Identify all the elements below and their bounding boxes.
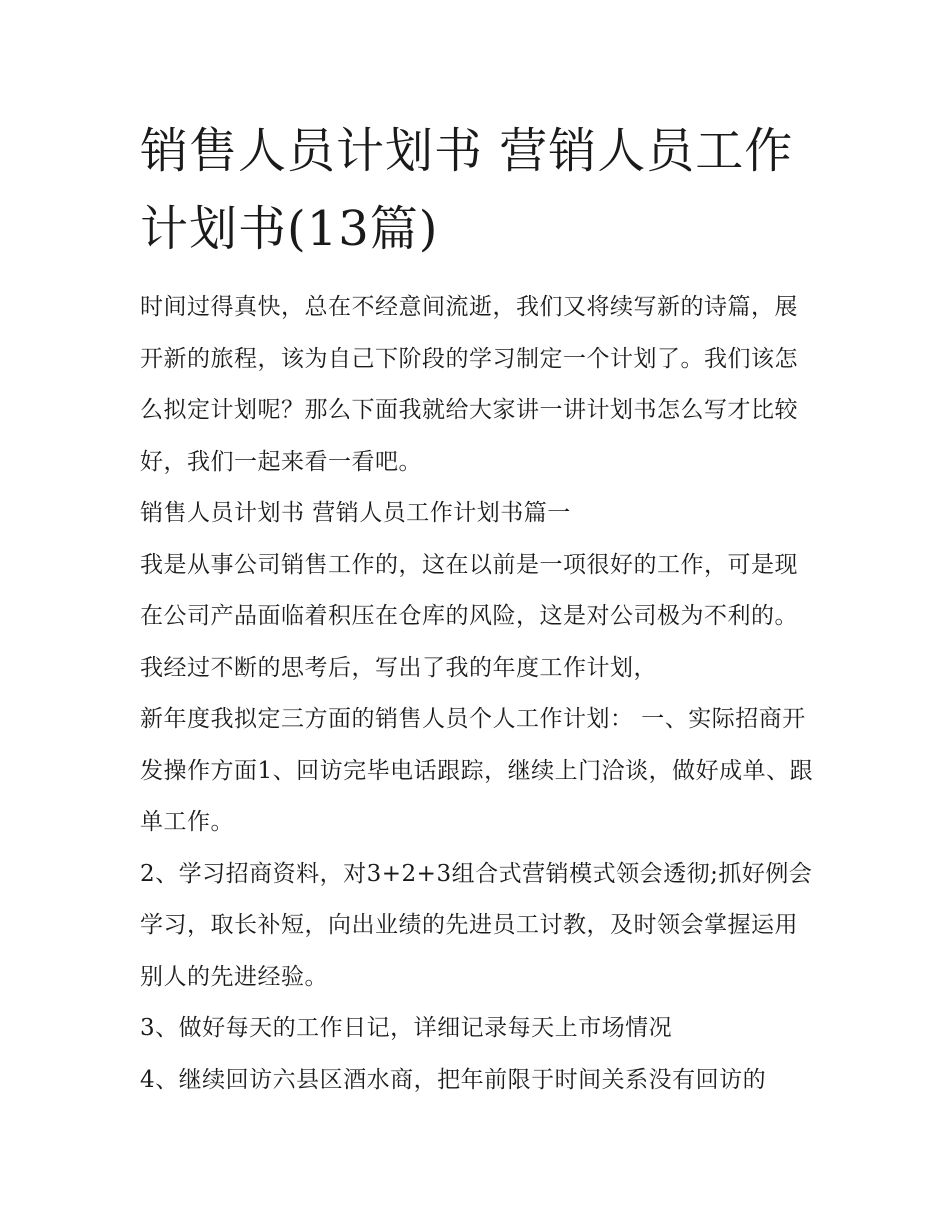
document-title: 销售人员计划书 营销人员工作计划书(13篇) — [140, 123, 794, 257]
document-page — [140, 112, 820, 1106]
intro-paragraph: 时间过得真快，总在不经意间流逝，我们又将续写新的诗篇，展开新的旅程，该为自己下阶段的学习制定一个计划了。我们该怎么拟定计划呢？那么下面我就给大家讲一讲计划书怎么写才比较好，我们一起来看一看吧。 — [140, 294, 798, 475]
list-item: 3、做好每天的工作日记，详细记录每天上市场情况 — [140, 1015, 673, 1041]
body-paragraph: 我是从事公司销售工作的，这在以前是一项很好的工作，可是现在公司产品面临着积压在仓库的风险，这是对公司极为不利的。我经过不断的思考后，写出了我的年度工作计划， — [140, 551, 798, 681]
section-heading: 销售人员计划书 营销人员工作计划书篇一 — [140, 500, 571, 526]
list-item: 2、学习招商资料，对3+2+3组合式营销模式领会透彻;抓好例会学习，取长补短，向出业绩的先进员工讨教，及时领会掌握运用别人的先进经验。 — [140, 860, 813, 990]
body-paragraph: 新年度我拟定三方面的销售人员个人工作计划： 一、实际招商开发操作方面1、回访完毕电话跟踪，继续上门洽谈，做好成单、跟单工作。 — [140, 706, 814, 835]
list-item: 4、继续回访六县区酒水商，把年前限于时间关系没有回访的 — [140, 1066, 767, 1093]
